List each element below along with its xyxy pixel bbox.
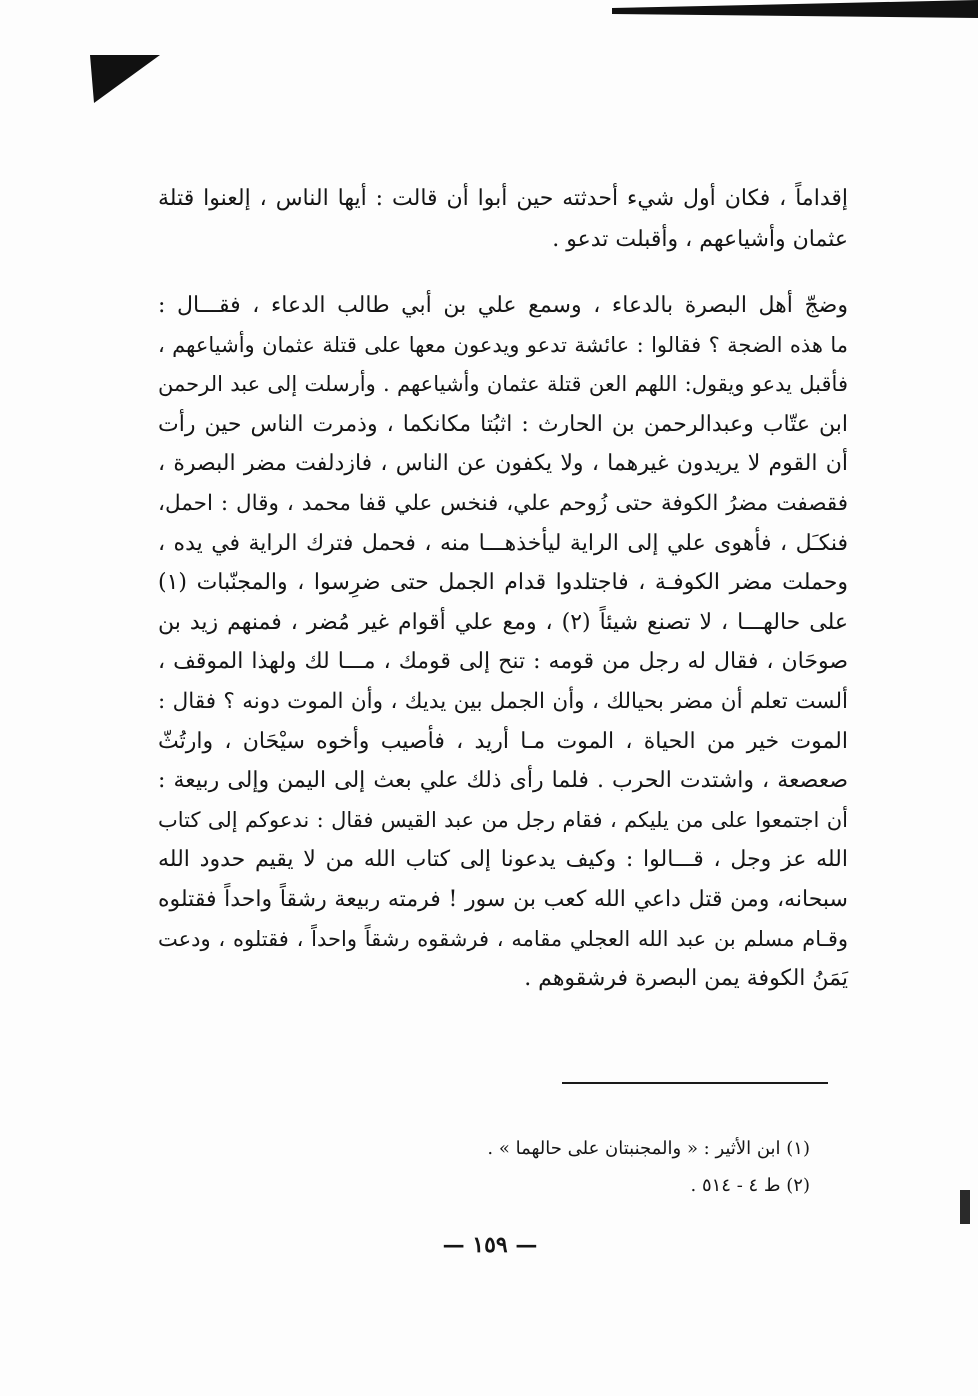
text-line: صعصعة ، واشتدت الحرب . فلما رأى ذلك علي بعث إلى اليمن وإلى ربيعة : — [158, 768, 848, 794]
text-line: سبحانه، ومن قتل داعي الله كعب بن سور ! فرمته ربيعة رشقاً واحداً فقتلوه — [158, 886, 848, 912]
text-line: إقداماً ، فكان أول شيء أحدثته حين أبوا أن قالت : أيها الناس ، إلعنوا قتلة — [158, 186, 848, 211]
text-line: فنكـَل ، فأهوى علي إلى الراية ليأخذهـــا منه ، فحمل فترك الراية في يده ، — [158, 530, 848, 556]
text-line: صوحَان ، فقال له رجل من قومه : تنح إلى قومك ، مـــا لك ولهذا الموقف ، — [158, 649, 848, 675]
text-line: يَمَنُ الكوفة يمن البصرة فرشقوهم . — [524, 966, 848, 992]
text-line: ألست تعلم أن مضر بحيالك ، وأن الجمل بين يديك ، وأن الموت دونه ؟ فقال : — [158, 688, 848, 714]
footnotes — [400, 1130, 810, 1204]
corner-triangle-mark — [90, 55, 160, 105]
paragraph-2 — [158, 286, 848, 999]
footnote-separator — [562, 1082, 828, 1084]
text-line: ما هذه الضجة ؟ فقالوا : عائشة تدعو ويدعون معها على قتلة عثمان وأشياعهم ، — [158, 332, 848, 357]
text-line: ابن عتّاب وعبدالرحمن بن الحارث : اثبُتا مكانكما ، وذمرت الناس حين رأت — [158, 411, 848, 437]
paragraph-1 — [158, 178, 848, 260]
text-line: عثمان وأشياعهم ، وأقبلت تدعو . — [552, 227, 848, 252]
scan-edge-shadow — [612, 0, 978, 18]
footnote-2: (٢) ط ٤ - ٥١٤ . — [690, 1175, 810, 1196]
page-number: — ١٥٩ — — [442, 1232, 538, 1258]
text-line: أن اجتمعوا على من يليكم ، فقام رجل من عبد القيس فقال : ندعوكم إلى كتاب — [158, 807, 848, 832]
text-line: وضجّ أهل البصرة بالدعاء ، وسمع علي بن أبي طالب الدعاء ، فقـــال : — [158, 293, 848, 318]
text-line: فقصفت مضرُ الكوفة حتى زُوحم علي، فنخس علي قفا محمد ، وقال : احمل، — [158, 490, 848, 516]
text-line: وقـام مسلم بن عبد الله العجلي مقامه ، فرشقوه رشقاً واحداً ، فقتلوه ، ودعت — [158, 926, 848, 951]
text-line: الله عز وجل ، قـــالوا : وكيف يدعونا إلى كتاب الله من لا يقيم حدود الله — [158, 847, 848, 873]
text-line: على حالهـــا ، لا تصنع شيئاً (٢) ، ومع علي أقوام غير مُضر ، فمنهم زيد بن — [158, 609, 848, 635]
scan-edge-mark — [960, 1190, 970, 1224]
text-line: فأقبل يدعو ويقول: اللهم العن قتلة عثمان وأشياعهم . وأرسلت إلى عبد الرحمن — [158, 372, 848, 397]
text-line: أن القوم لا يريدون غيرهما ، ولا يكفون عن الناس ، فازدلفت مضر البصرة ، — [158, 451, 848, 477]
footnote-1: (١) ابن الأثير : « والمجنبتان على حالهما » . — [487, 1138, 810, 1159]
text-line: الموت خير من الحياة ، الموت مـا أريد ، فأصيب وأخوه سيْحَان ، وارتُثّ — [158, 728, 848, 754]
text-line: وحملت مضر الكوفـة ، فاجتلدوا قدام الجمل حتى ضرِسوا ، والمجنّبات (١) — [158, 570, 848, 596]
